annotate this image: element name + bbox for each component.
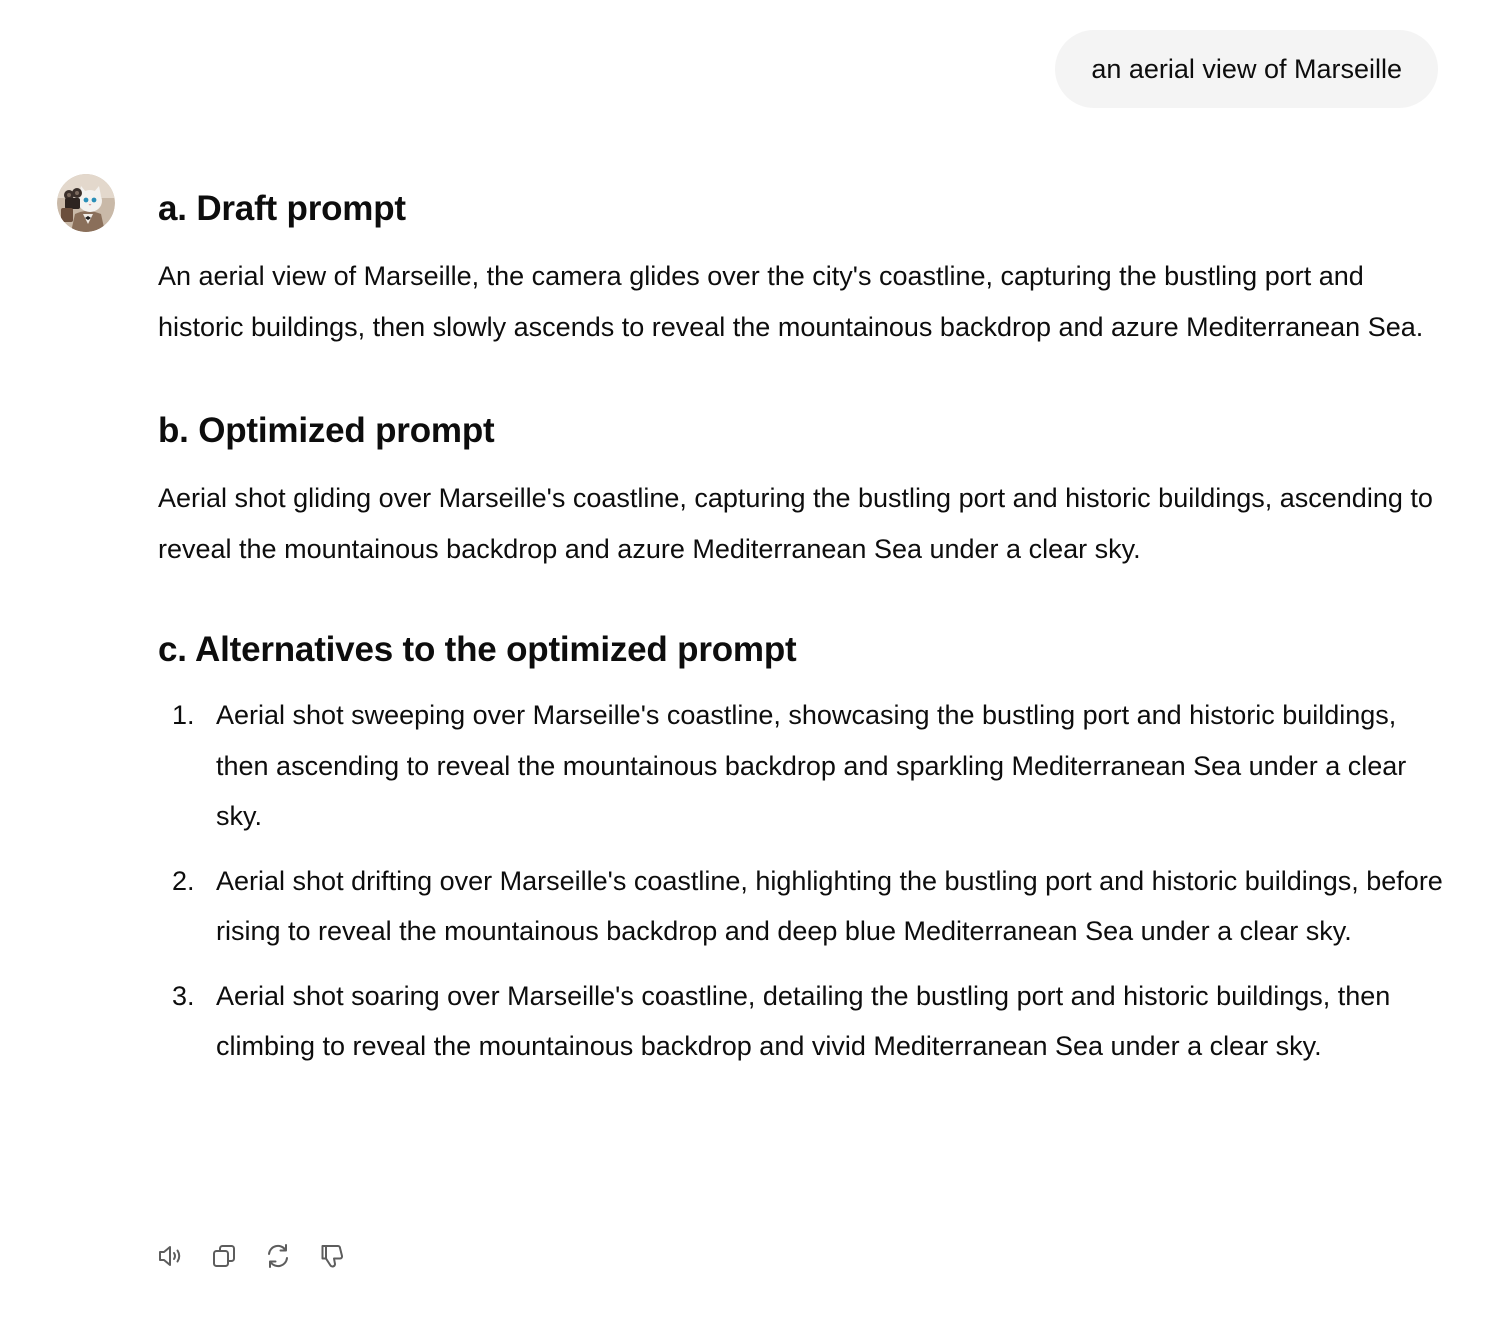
alternatives-list xyxy=(158,690,1448,1072)
list-item xyxy=(158,856,1448,957)
list-item xyxy=(158,690,1448,842)
list-item-number: 3. xyxy=(172,980,195,1011)
draft-prompt-heading: a. Draft prompt xyxy=(158,189,406,228)
cat-with-camera-avatar-icon xyxy=(57,174,115,232)
list-item-text: Aerial shot soaring over Marseille's coastline, detailing the bustling port and historic buildings, then climbing to reveal the mountainous backdrop and vivid Mediterranean Sea under a clear sky. xyxy=(216,980,1391,1061)
optimized-prompt-heading: b. Optimized prompt xyxy=(158,411,495,450)
list-item-text: Aerial shot sweeping over Marseille's coastline, showcasing the bustling port and historic buildings, then ascending to reveal the mountainous backdrop and sparkling Mediterranean Sea under a clear sky. xyxy=(216,700,1407,831)
copy-icon xyxy=(209,1241,239,1271)
copy-button[interactable] xyxy=(204,1236,244,1276)
optimized-prompt-text: Aerial shot gliding over Marseille's coastline, capturing the bustling port and historic buildings, ascending to reveal the mountainous backdrop and azure Mediterranean Sea under a clear sky. xyxy=(158,483,1433,564)
read-aloud-button[interactable] xyxy=(150,1236,190,1276)
user-message-bubble xyxy=(1055,30,1438,108)
regenerate-button[interactable] xyxy=(258,1236,298,1276)
list-item-number: 2. xyxy=(172,865,195,896)
assistant-response xyxy=(158,182,1448,1086)
thumbs-down-button[interactable] xyxy=(312,1236,352,1276)
assistant-avatar xyxy=(57,174,115,232)
list-item xyxy=(158,971,1448,1072)
thumbs-down-icon xyxy=(317,1241,347,1271)
user-message-text: an aerial view of Marseille xyxy=(1091,54,1402,84)
speaker-icon xyxy=(155,1241,185,1271)
list-item-text: Aerial shot drifting over Marseille's coastline, highlighting the bustling port and historic buildings, before rising to reveal the mountainous backdrop and deep blue Mediterranean Sea under a clear sky. xyxy=(216,865,1443,946)
draft-prompt-text: An aerial view of Marseille, the camera glides over the city's coastline, capturing the bustling port and historic buildings, then slowly ascends to reveal the mountainous backdrop and azure Mediterranean Sea. xyxy=(158,261,1424,342)
list-item-number: 1. xyxy=(172,700,195,730)
regenerate-icon xyxy=(263,1241,293,1271)
message-actions xyxy=(150,1236,352,1276)
alternatives-heading: c. Alternatives to the optimized prompt xyxy=(158,630,797,669)
